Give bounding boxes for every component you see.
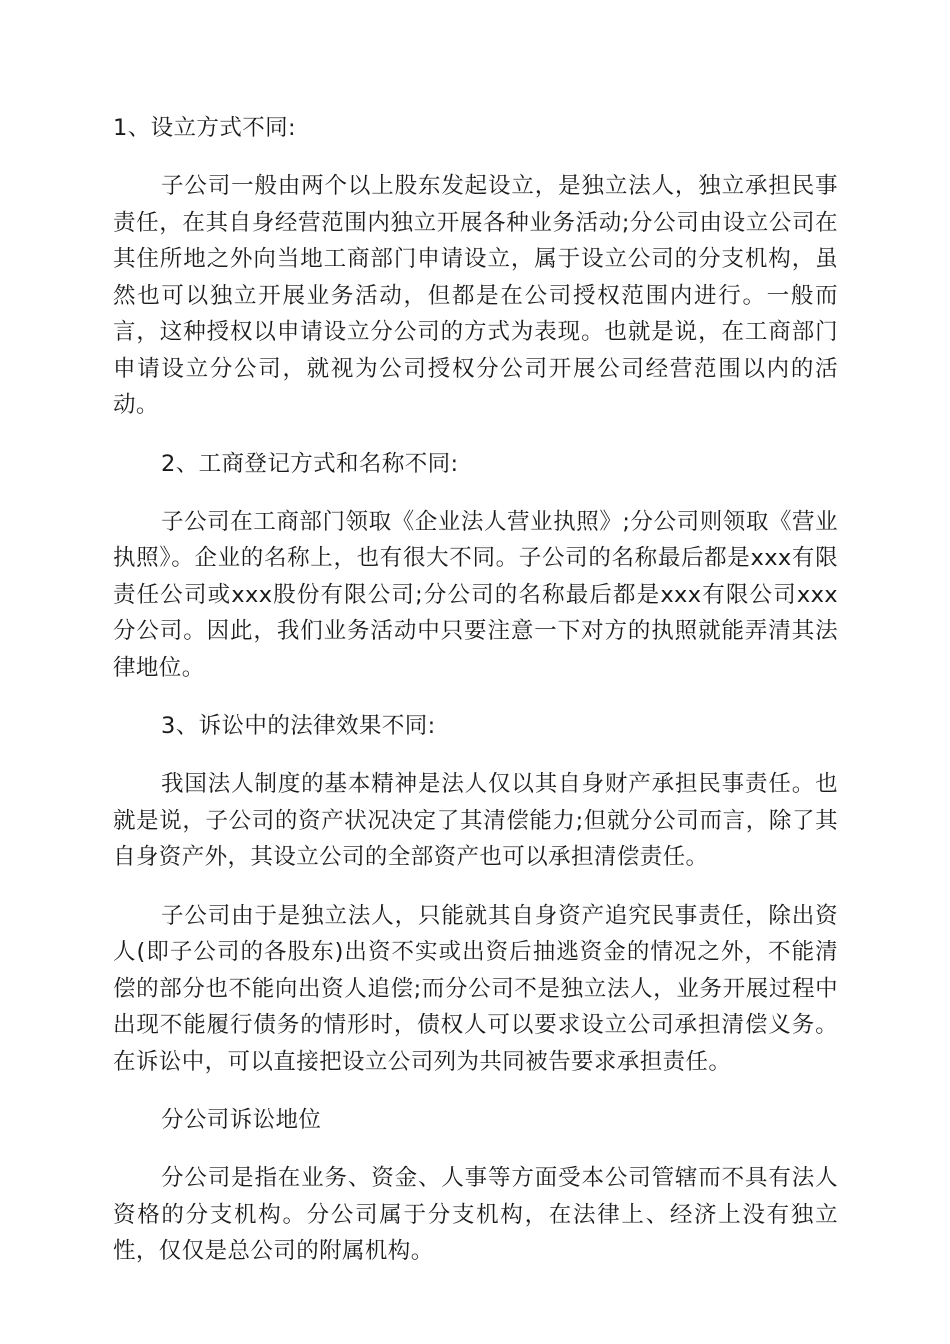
document-content [113, 110, 838, 1292]
section-2-paragraph: 子公司在工商部门领取《企业法人营业执照》;分公司则领取《营业执照》。企业的名称上，也有很大不同。子公司的名称最后都是xxx有限责任公司或xxx股份有限公司;分公司的名称最后都是xxx有限公司xxx分公司。因此，我们业务活动中只要注意一下对方的执照就能弄清其法律地位。 [113, 508, 838, 681]
section-4-heading: 分公司诉讼地位 [161, 1107, 322, 1133]
section-2-heading: 2、工商登记方式和名称不同: [161, 450, 459, 477]
section-4-paragraph: 分公司是指在业务、资金、人事等方面受本公司管辖而不具有法人资格的分支机构。分公司属于分支机构，在法律上、经济上没有独立性，仅仅是总公司的附属机构。 [113, 1165, 838, 1264]
section-1-paragraph: 子公司一般由两个以上股东发起设立，是独立法人，独立承担民事责任，在其自身经营范围内独立开展各种业务活动;分公司由设立公司在其住所地之外向当地工商部门申请设立，属于设立公司的分支机构，虽然也可以独立开展业务活动，但都是在公司授权范围内进行。一般而言，这种授权以申请设立分公司的方式为表现。也就是说，在工商部门申请设立分公司，就视为公司授权分公司开展公司经营范围以内的活动。 [113, 173, 838, 418]
section-3-heading: 3、诉讼中的法律效果不同: [161, 713, 436, 739]
section-1-heading: 1、设立方式不同: [113, 115, 296, 141]
section-3-paragraph-2: 子公司由于是独立法人，只能就其自身资产追究民事责任，除出资人(即子公司的各股东)出资不实或出资后抽逃资金的情况之外，不能清偿的部分也不能向出资人追偿;而分公司不是独立法人，业务开展过程中出现不能履行债务的情形时，债权人可以要求设立公司承担清偿义务。在诉讼中，可以直接把设立公司列为共同被告要求承担责任。 [113, 902, 838, 1075]
section-3-paragraph-1: 我国法人制度的基本精神是法人仅以其自身财产承担民事责任。也就是说，子公司的资产状况决定了其清偿能力;但就分公司而言，除了其自身资产外，其设立公司的全部资产也可以承担清偿责任。 [113, 771, 838, 870]
